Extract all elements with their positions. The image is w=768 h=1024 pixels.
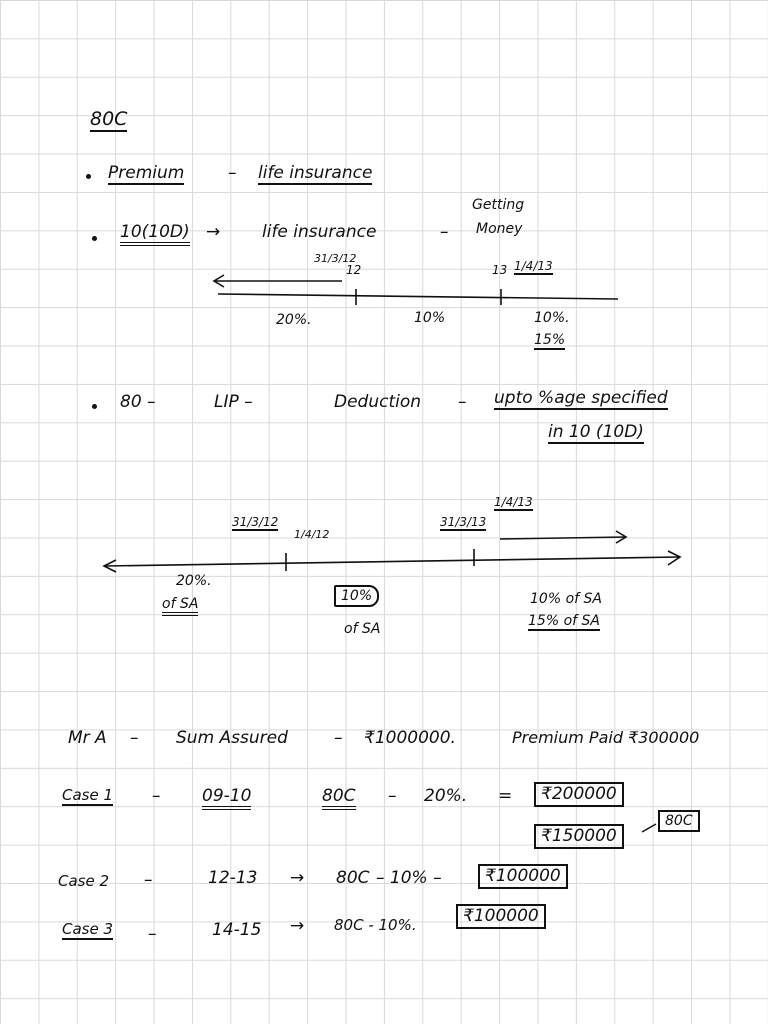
case1-badge: 80C: [658, 810, 700, 832]
timeline1-rate3a: 10%.: [534, 310, 570, 326]
case3-amount: ₹100000: [456, 904, 546, 929]
timeline2-right-arrow: [500, 531, 626, 543]
timeline1-date1: 31/3/12: [314, 252, 357, 265]
case1-section: 80C: [322, 788, 356, 810]
bullet3-dash: –: [458, 392, 467, 412]
case1-amount2: ₹150000: [534, 824, 624, 849]
bullet1-dash: –: [228, 163, 237, 183]
timeline2-date4: 1/4/13: [494, 495, 533, 509]
case3-label: Case 3: [62, 920, 114, 938]
case1-rate: 20%.: [424, 786, 468, 806]
timeline1-rate2: 10%: [414, 310, 446, 326]
bullet2-label: 10(10D): [120, 224, 190, 246]
timeline1-date2-year: 13: [492, 263, 508, 277]
case2-section: 80C: [336, 868, 370, 888]
case3-year: 14-15: [212, 920, 262, 940]
mra-sum-assured: Sum Assured: [176, 728, 288, 748]
bullet1-value: life insurance: [258, 163, 373, 183]
timeline2-seg2-rate: 10%: [334, 585, 379, 607]
timeline2-seg1-rate: 20%.: [176, 573, 212, 589]
timeline2-seg3-line1: 10% of SA: [530, 591, 602, 607]
case1-amount: ₹200000: [534, 782, 624, 807]
case2-year: 12-13: [208, 868, 258, 888]
case1-year: 09-10: [202, 788, 251, 810]
case2-amount: ₹100000: [478, 864, 568, 889]
case2-arrow: →: [290, 868, 305, 888]
bullet3-upto: upto %age specified: [494, 388, 668, 408]
bullet3-deduction: Deduction: [334, 392, 422, 412]
timeline2-right-arrowhead: [668, 551, 680, 565]
timeline2-seg3-line2: 15% of SA: [528, 613, 600, 629]
bullet2-dash: –: [440, 222, 449, 242]
case1-equals: =: [498, 786, 513, 806]
case1-label: Case 1: [62, 786, 114, 804]
bullet3-in: in 10 (10D): [548, 422, 644, 442]
bullet3-lip: LIP –: [214, 392, 253, 412]
case2-label: Case 2: [58, 872, 110, 890]
timeline2-date1: 31/3/12: [232, 515, 279, 529]
case3-section: 80C - 10%.: [334, 916, 417, 934]
timeline2-seg2-of: of SA: [344, 621, 381, 637]
timeline2-axis: [104, 557, 680, 566]
bullet2-arrow: →: [206, 222, 221, 242]
bullet-dot: [92, 236, 97, 241]
page-heading: 80C: [90, 108, 128, 130]
bullet2-value: life insurance: [262, 222, 377, 242]
case1-dash: –: [152, 786, 161, 806]
mra-label: Mr A: [68, 728, 107, 748]
bullet-dot: [92, 404, 97, 409]
case3-dash: –: [148, 924, 157, 944]
case2-rate: – 10% –: [376, 868, 442, 888]
case2-dash: –: [144, 870, 153, 890]
timeline1-rate1: 20%.: [276, 312, 312, 328]
case1-dash2: –: [388, 786, 397, 806]
timeline1-left-arrow: [214, 275, 342, 287]
bullet-dot: [86, 174, 91, 179]
timeline2-date3: 31/3/13: [440, 515, 487, 529]
timeline2-date2: 1/4/12: [294, 528, 330, 541]
bullet1-label: Premium: [108, 163, 185, 183]
timeline1-rate3b: 15%: [534, 332, 566, 348]
bullet3-label: 80 –: [120, 392, 156, 412]
timeline1-axis: [218, 294, 618, 299]
timeline2-seg1-of: of SA: [162, 597, 198, 616]
bullet2-note-bottom: Money: [476, 221, 523, 237]
mra-premium: Premium Paid ₹300000: [512, 728, 700, 747]
timeline1-date1-year: 12: [346, 263, 362, 277]
mra-sum-value: ₹1000000.: [364, 728, 456, 748]
case1-link: [642, 824, 656, 832]
case3-arrow: →: [290, 916, 305, 936]
timeline1-date2: 1/4/13: [514, 259, 553, 273]
mra-dash2: –: [334, 728, 343, 748]
mra-dash1: –: [130, 728, 139, 748]
bullet2-note-top: Getting: [472, 197, 525, 213]
